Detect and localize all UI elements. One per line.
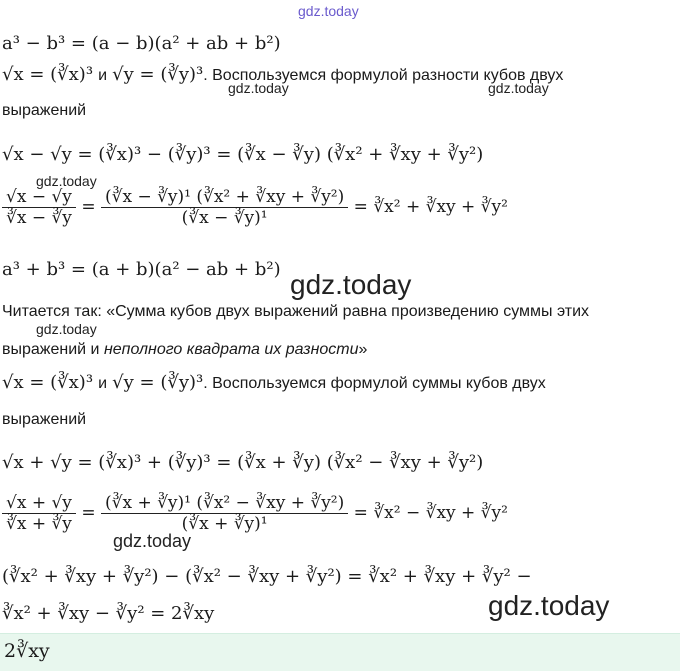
answer-value: 2∛xy — [4, 640, 50, 662]
expansion-sum: √x + √y = (∛x)³ + (∛y)³ = (∛x + ∛y) (∛x² − ∛xy + ∛y²) — [2, 452, 484, 473]
denominator: (∛x − ∛y)¹ — [181, 208, 268, 228]
explanation-continued: выражений — [2, 411, 87, 428]
sqrt-x-identity: √x = (∛x)³ — [2, 372, 94, 393]
reading-note-continued — [2, 341, 367, 359]
conjunction: и — [98, 375, 108, 392]
expansion-difference: √x − √y = (∛x)³ − (∛y)³ = (∛x − ∛y) (∛x² + ∛xy + ∛y²) — [2, 144, 484, 165]
watermark-large: gdz.today — [290, 269, 412, 300]
numerator: (∛x + ∛y)¹ (∛x² − ∛xy + ∛y²) — [104, 493, 345, 513]
fraction-left — [2, 493, 76, 534]
formula-sum-of-cubes: a³ + b³ = (a + b)(a² − ab + b²) — [2, 259, 281, 280]
result: = ∛x² + ∛xy + ∛y² — [353, 197, 508, 217]
sqrt-x-identity: √x = (∛x)³ — [2, 64, 94, 85]
substitution-line-2 — [2, 372, 546, 393]
watermark-top: gdz.today — [298, 3, 359, 19]
sqrt-y-identity: √y = (∛y)³ — [112, 372, 204, 393]
italic-text: неполного квадрата их разности — [103, 341, 359, 358]
explanation-text: . Воспользуемся формулой разности кубов двух — [203, 67, 564, 84]
watermark-medium: gdz.today — [113, 531, 192, 551]
answer-box — [0, 633, 680, 671]
substitution-line-1 — [2, 64, 563, 85]
text: выражений и — [2, 341, 104, 358]
explanation-continued: выражений — [2, 102, 87, 119]
numerator: √x − √y — [6, 187, 72, 207]
watermark-small: gdz.today — [36, 321, 97, 337]
reading-note: Читается так: «Сумма кубов двух выражений равна произведению суммы этих — [2, 303, 590, 320]
watermark-small: gdz.today — [228, 80, 289, 96]
numerator: (∛x − ∛y)¹ (∛x² + ∛xy + ∛y²) — [104, 187, 345, 207]
formula-difference-of-cubes: a³ − b³ = (a − b)(a² + ab + b²) — [2, 33, 281, 54]
watermark-small: gdz.today — [488, 80, 549, 96]
watermark-small: gdz.today — [36, 173, 97, 189]
conjunction: и — [98, 67, 108, 84]
result: = ∛x² − ∛xy + ∛y² — [353, 503, 508, 523]
fraction-middle — [101, 187, 348, 228]
denominator: ∛x + ∛y — [6, 514, 72, 534]
watermark-large: gdz.today — [488, 590, 610, 621]
fraction-middle — [101, 493, 348, 534]
fraction-simplification-1: $\frac{√x - √y}{∛x - ∛y}$ = $\frac{\text{(∛x − ∛y)¹ (∛x² + ∛xy + ∛y²)}}{\text{(∛x − ∛y)¹}}$ = ∛x² + ∛xy + ∛y² — [2, 187, 508, 228]
subtraction-line: (∛x² + ∛xy + ∛y²) − (∛x² − ∛xy + ∛y²) = ∛x² + ∛xy + ∛y² − — [2, 566, 532, 587]
explanation-text: . Воспользуемся формулой суммы кубов двух — [203, 375, 546, 392]
fraction-left — [2, 187, 76, 228]
sqrt-y-identity: √y = (∛y)³ — [112, 64, 204, 85]
denominator: ∛x − ∛y — [6, 208, 72, 228]
denominator: (∛x + ∛y)¹ — [181, 514, 268, 534]
numerator: √x + √y — [6, 493, 72, 513]
final-simplification: ∛x² + ∛xy − ∛y² = 2∛xy — [2, 603, 215, 624]
text: » — [358, 341, 368, 358]
fraction-simplification-2: $\frac{√x + √y}{∛x + ∛y}$ = $\frac{\text{(∛x + ∛y)¹ (∛x² − ∛xy + ∛y²)}}{\text{(∛x + ∛y)¹}}$ = ∛x² − ∛xy + ∛y² — [2, 493, 508, 534]
